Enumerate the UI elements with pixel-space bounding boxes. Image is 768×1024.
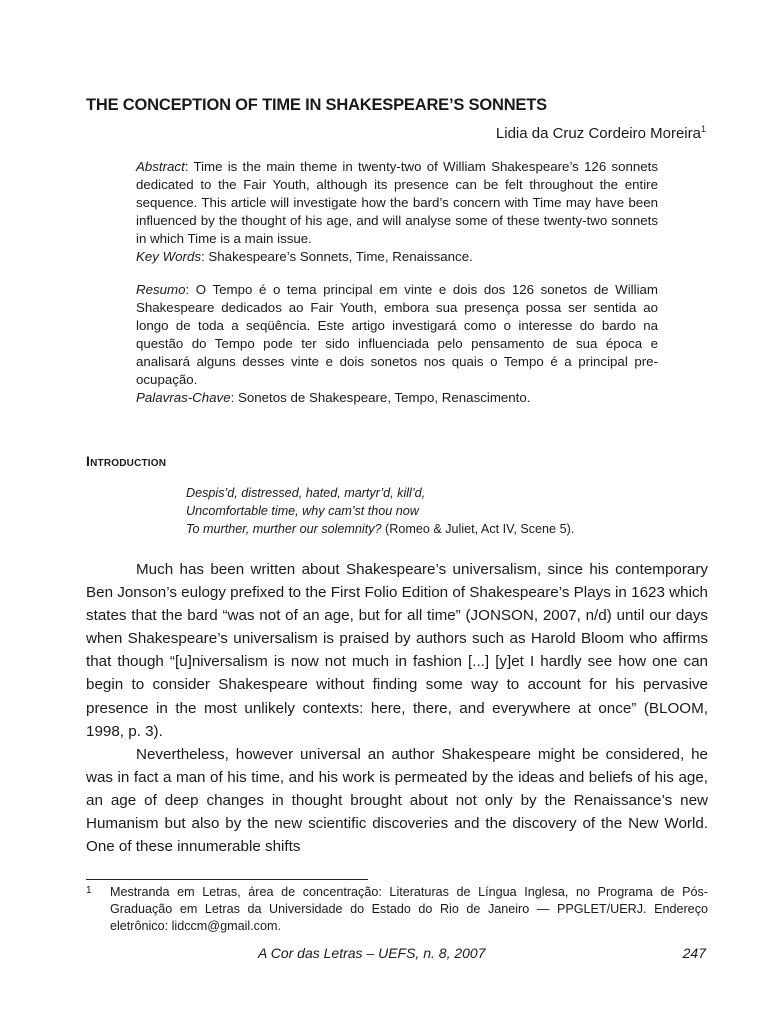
- author-name: Lidia da Cruz Cordeiro Moreira: [495, 125, 701, 142]
- keywords-line: [136, 248, 658, 266]
- abstract-paragraph: [136, 158, 658, 248]
- abstract-text: : Time is the main theme in twenty-two of William Shakespeare’s 126 sonnets dedicated to the Fair Youth, although its presence can be felt throughout the entire sequence. This article will investigate how the bard’s concern with Time may have been influenced by the thought of his age, and will analyse some of these twenty-two sonnets in which Time is a main issue.: [136, 159, 658, 247]
- body-paragraph: Nevertheless, however universal an author Shakespeare might be considered, he was in fact a man of his time, and his work is permeated by the ideas and beliefs of his age, an age of deep changes in thought brought about not only by the Renaissance’s new Humanism but also by the new scientific discoveries and the discovery of the New World. One of these innumerable shifts: [86, 745, 708, 856]
- footnote-text: Mestranda em Letras, área de concentração: Literaturas de Língua Inglesa, no Programa de Pós-Graduação em Letras da Universidade do Estado do Rio de Janeiro — PPGLET/UERJ. Endereço eletrônico: lidccm@gmail.com.: [110, 885, 708, 933]
- resumo-text: : O Tempo é o tema principal em vinte e dois dos 126 sonetos de William Shakespeare dedicados ao Fair Youth, embora sua presença possa ser sentida ao longo de toda a seqüência. Este artigo investigará como o interesse do bardo na questão do Tempo pode ter sido influenciada pelo pensamento de sua época e analisará alguns desses vinte e dois sonetos nos quais o Tempo é a principal pre-ocupação.: [136, 281, 658, 388]
- keywords-text: : Shakespeare’s Sonnets, Time, Renaissance.: [201, 249, 473, 265]
- page-number: 247: [682, 945, 706, 961]
- running-footer: A Cor das Letras – UEFS, n. 8, 2007: [258, 945, 486, 961]
- author-footnote-mark: 1: [700, 124, 706, 134]
- abstract-label: Abstract: [136, 159, 185, 174]
- keywords-label: Key Words: [136, 249, 202, 265]
- footnote-number: 1: [86, 885, 92, 896]
- palavras-chave-line: [136, 389, 658, 407]
- resumo-label: Resumo: [136, 281, 186, 297]
- body-paragraph: Much has been written about Shakespeare’s universalism, since his contemporary Ben Jonson’s eulogy prefixed to the First Folio Edition of Shakespeare’s Plays in 1623 which states that the bard “was not of an age, but for all time” (JONSON, 2007, n/d) until our days when Shakespeare’s universalism is praised by authors such as Harold Bloom who affirms that though “[u]niversalism is now not much in fashion [...] [y]et I hardly see how one can begin to consider Shakespeare without finding some way to account for his pervasive presence in the most unlikely contexts: here, there, and everywhere at once” (BLOOM, 1998, p. 3).: [86, 561, 708, 740]
- epigraph-line: Uncomfortable time, why cam’st thou now: [186, 504, 419, 519]
- palavras-chave-text: : Sonetos de Shakespeare, Tempo, Renascimento.: [230, 390, 531, 406]
- resumo-paragraph: [136, 281, 658, 390]
- epigraph-line: To murther, murther our solemnity?: [186, 522, 382, 537]
- palavras-chave-label: Palavras-Chave: [136, 390, 231, 406]
- epigraph-line: Despis’d, distressed, hated, martyr’d, kill’d,: [186, 486, 426, 500]
- article-title: THE CONCEPTION OF TIME IN SHAKESPEARE’S SONNETS: [86, 96, 547, 114]
- section-heading: Introduction: [86, 453, 167, 469]
- author-line: [496, 124, 706, 142]
- epigraph-source: (Romeo & Juliet, Act IV, Scene 5).: [381, 522, 575, 537]
- body-text: [86, 558, 708, 858]
- abstract-block: [136, 158, 658, 407]
- spacer: [136, 267, 658, 281]
- footnote-divider: [86, 879, 368, 880]
- epigraph: [186, 484, 574, 539]
- footnote: [86, 884, 708, 935]
